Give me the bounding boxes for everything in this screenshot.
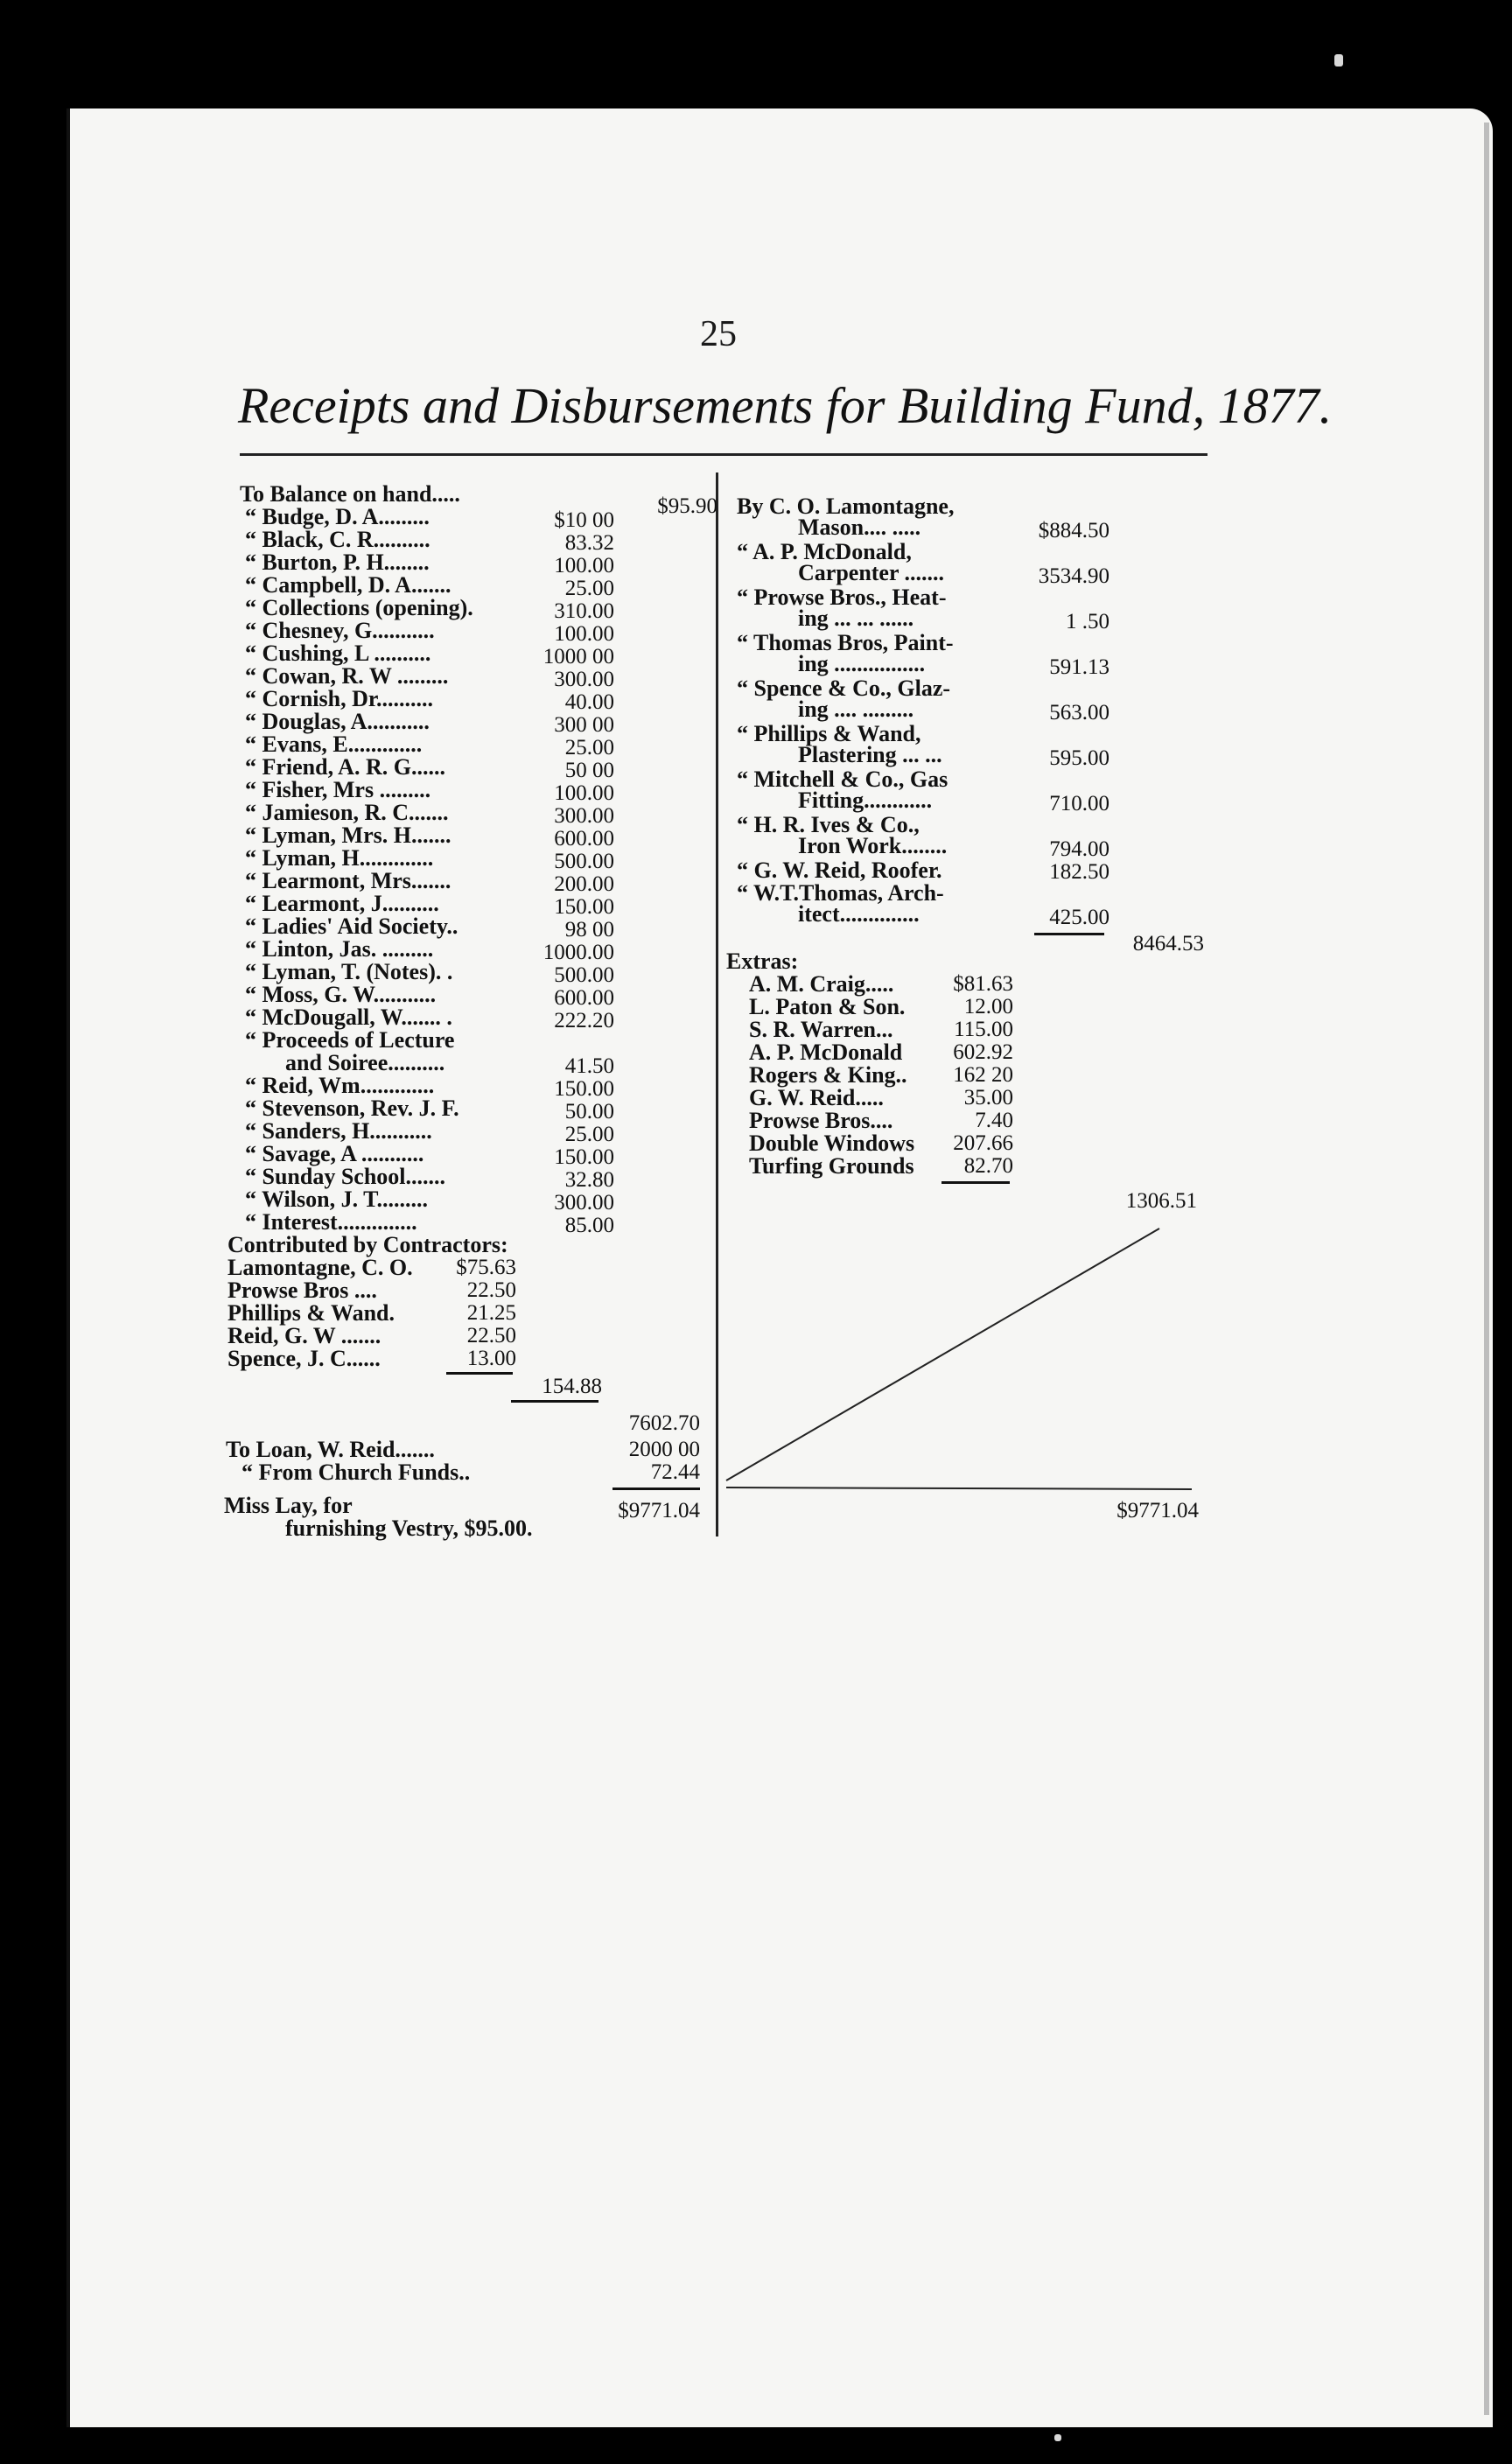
disbursement-label: Fitting............ bbox=[798, 788, 933, 813]
receipt-amount: 1000 00 bbox=[542, 645, 614, 668]
disbursement-label: Carpenter ....... bbox=[798, 560, 945, 585]
extra-amount: $81.63 bbox=[953, 972, 1013, 996]
disbursement-label: “ Mitchell & Co., Gas bbox=[737, 766, 948, 792]
receipt-amount: 50.00 bbox=[564, 1100, 614, 1124]
extra-amount: 162 20 bbox=[953, 1063, 1013, 1087]
disbursement-label: “ Spence & Co., Glaz- bbox=[737, 676, 951, 701]
receipt-amount: 500.00 bbox=[554, 963, 614, 987]
contractor-label: Phillips & Wand. bbox=[228, 1300, 395, 1326]
extra-amount: 602.92 bbox=[953, 1040, 1013, 1064]
church-funds-label: “ From Church Funds.. bbox=[242, 1460, 471, 1485]
extra-amount: 115.00 bbox=[954, 1018, 1013, 1041]
vestry-note: furnishing Vestry, $95.00. bbox=[285, 1516, 533, 1541]
disbursement-label: “ A. P. McDonald, bbox=[737, 539, 912, 564]
receipt-label: “ Fisher, Mrs ......... bbox=[245, 777, 431, 802]
disbursement-amount: 3534.90 bbox=[1038, 564, 1110, 588]
receipt-label: “ Burton, P. H........ bbox=[245, 550, 430, 575]
disbursement-amount: 425.00 bbox=[1049, 906, 1110, 929]
disbursement-label: “ Prowse Bros., Heat- bbox=[737, 584, 947, 610]
disbursement-label: ing ... ... ...... bbox=[798, 606, 914, 631]
receipt-amount: 98 00 bbox=[564, 918, 614, 942]
receipt-amount: 100.00 bbox=[554, 554, 614, 578]
disbursement-amount: 182.50 bbox=[1049, 860, 1110, 884]
receipt-label: “ Friend, A. R. G...... bbox=[245, 754, 445, 780]
disbursement-label: “ W.T.Thomas, Arch- bbox=[737, 880, 944, 906]
vestry-note: Miss Lay, for bbox=[224, 1493, 353, 1518]
receipt-label: “ Lyman, H............. bbox=[245, 845, 434, 871]
receipt-label: “ Sanders, H........... bbox=[245, 1118, 432, 1144]
balance-total: $95.90 bbox=[657, 494, 718, 518]
receipt-amount: 150.00 bbox=[554, 1145, 614, 1169]
receipt-amount: 600.00 bbox=[554, 986, 614, 1010]
balance-label: To Balance on hand..... bbox=[240, 481, 460, 507]
extra-label: Rogers & King.. bbox=[749, 1062, 907, 1088]
receipt-amount: 300.00 bbox=[554, 1191, 614, 1214]
extra-amount: 35.00 bbox=[963, 1086, 1013, 1110]
contractor-amount: 13.00 bbox=[466, 1347, 516, 1370]
receipt-amount: 25.00 bbox=[564, 577, 614, 600]
receipt-amount: 300.00 bbox=[554, 668, 614, 691]
disbursement-label: Iron Work........ bbox=[798, 833, 948, 858]
contractors-heading: Contributed by Contractors: bbox=[228, 1232, 508, 1257]
receipt-amount: 310.00 bbox=[554, 599, 614, 623]
extras-total: 1306.51 bbox=[1125, 1189, 1197, 1213]
receipt-label: and Soiree.......... bbox=[285, 1050, 445, 1075]
extra-label: L. Paton & Son. bbox=[749, 994, 906, 1019]
receipts-subtotal: 7602.70 bbox=[628, 1411, 700, 1435]
receipt-amount: 600.00 bbox=[554, 827, 614, 850]
disbursement-label: ing .... ......... bbox=[798, 696, 914, 722]
disbursement-amount: $884.50 bbox=[1038, 519, 1110, 542]
disbursement-label: “ H. R. Ives & Co., bbox=[737, 812, 920, 837]
contractors-total: 154.88 bbox=[542, 1375, 602, 1398]
receipt-label: “ Collections (opening). bbox=[245, 595, 473, 620]
page-number: 25 bbox=[700, 314, 737, 354]
receipt-label: “ Savage, A ........... bbox=[245, 1141, 424, 1166]
receipt-label: “ Lyman, T. (Notes). . bbox=[245, 959, 453, 984]
disbursements-grand-total: $9771.04 bbox=[1116, 1499, 1199, 1522]
receipt-label: “ Cowan, R. W ......... bbox=[245, 663, 449, 689]
extra-amount: 82.70 bbox=[963, 1154, 1013, 1178]
extra-label: S. R. Warren... bbox=[749, 1017, 893, 1042]
disbursement-amount: 595.00 bbox=[1049, 746, 1110, 770]
receipt-amount: 50 00 bbox=[564, 759, 614, 782]
receipt-label: “ Campbell, D. A....... bbox=[245, 572, 452, 598]
contractor-amount: 22.50 bbox=[466, 1278, 516, 1302]
disbursement-label: By C. O. Lamontagne, bbox=[737, 494, 955, 519]
receipt-label: “ Budge, D. A......... bbox=[245, 504, 430, 529]
disbursement-label: “ G. W. Reid, Roofer. bbox=[737, 858, 942, 883]
page-title: Receipts and Disbursements for Building Fund, 1877. bbox=[238, 377, 1333, 434]
disbursement-amount: 794.00 bbox=[1049, 837, 1110, 861]
contractor-label: Prowse Bros .... bbox=[228, 1278, 377, 1303]
disbursements-subtotal: 8464.53 bbox=[1132, 932, 1204, 956]
receipt-amount: 25.00 bbox=[564, 736, 614, 760]
receipt-label: “ Black, C. R.......... bbox=[245, 527, 430, 552]
receipt-label: “ Linton, Jas. ......... bbox=[245, 936, 434, 962]
receipt-amount: 150.00 bbox=[554, 895, 614, 919]
tally-baseline bbox=[726, 1488, 1192, 1489]
disbursement-label: Mason.... ..... bbox=[798, 514, 921, 540]
contractor-label: Reid, G. W ....... bbox=[228, 1323, 382, 1348]
extra-label: A. M. Craig..... bbox=[749, 971, 894, 997]
extra-amount: 12.00 bbox=[963, 995, 1013, 1018]
extra-amount: 207.66 bbox=[953, 1131, 1013, 1155]
disbursement-label: itect.............. bbox=[798, 901, 920, 927]
disbursement-amount: 710.00 bbox=[1049, 792, 1110, 816]
receipt-amount: $10 00 bbox=[554, 508, 614, 532]
extra-label: Prowse Bros.... bbox=[749, 1108, 893, 1133]
receipt-label: “ Stevenson, Rev. J. F. bbox=[245, 1096, 459, 1121]
receipt-amount: 300 00 bbox=[554, 713, 614, 737]
receipt-label: “ Reid, Wm............. bbox=[245, 1073, 435, 1098]
receipt-amount: 83.32 bbox=[564, 531, 614, 555]
loan-label: To Loan, W. Reid....... bbox=[226, 1437, 435, 1462]
receipt-label: “ McDougall, W....... . bbox=[245, 1004, 452, 1030]
extra-label: G. W. Reid..... bbox=[749, 1085, 884, 1110]
receipt-amount: 150.00 bbox=[554, 1077, 614, 1101]
church-funds-amount: 72.44 bbox=[650, 1460, 700, 1484]
disbursement-label: ing ................ bbox=[798, 651, 926, 676]
receipt-label: “ Chesney, G........... bbox=[245, 618, 435, 643]
receipt-amount: 200.00 bbox=[554, 872, 614, 896]
receipt-label: “ Jamieson, R. C....... bbox=[245, 800, 449, 825]
receipt-label: “ Cornish, Dr.......... bbox=[245, 686, 434, 711]
disbursement-amount: 591.13 bbox=[1049, 655, 1110, 679]
receipt-label: “ Learmont, Mrs....... bbox=[245, 868, 452, 893]
receipt-label: “ Douglas, A........... bbox=[245, 709, 430, 734]
receipt-amount: 25.00 bbox=[564, 1123, 614, 1146]
disbursement-amount: 1 .50 bbox=[1066, 610, 1110, 634]
receipt-amount: 85.00 bbox=[564, 1214, 614, 1237]
receipts-grand-total: $9771.04 bbox=[618, 1499, 700, 1522]
receipt-amount: 300.00 bbox=[554, 804, 614, 828]
contractor-amount: 21.25 bbox=[466, 1301, 516, 1325]
receipt-amount: 1000.00 bbox=[542, 941, 614, 964]
receipt-label: “ Evans, E............. bbox=[245, 732, 423, 757]
receipt-label: “ Learmont, J.......... bbox=[245, 891, 439, 916]
receipt-label: “ Proceeds of Lecture bbox=[245, 1027, 455, 1053]
contractor-amount: 22.50 bbox=[466, 1324, 516, 1348]
receipt-amount: 100.00 bbox=[554, 622, 614, 646]
receipt-label: “ Cushing, L .......... bbox=[245, 640, 431, 666]
extra-label: A. P. McDonald bbox=[749, 1040, 903, 1065]
receipt-amount: 32.80 bbox=[564, 1168, 614, 1192]
extra-label: Double Windows bbox=[749, 1130, 915, 1156]
receipt-amount: 41.50 bbox=[564, 1054, 614, 1078]
receipt-amount: 222.20 bbox=[554, 1009, 614, 1032]
disbursement-label: “ Thomas Bros, Paint- bbox=[737, 630, 954, 655]
extra-label: Turfing Grounds bbox=[749, 1153, 914, 1179]
receipt-label: “ Lyman, Mrs. H....... bbox=[245, 822, 452, 848]
receipt-amount: 40.00 bbox=[564, 690, 614, 714]
receipt-amount: 500.00 bbox=[554, 850, 614, 873]
receipt-label: “ Wilson, J. T......... bbox=[245, 1186, 429, 1212]
receipt-label: “ Ladies' Aid Society.. bbox=[245, 914, 458, 939]
disbursement-label: “ Phillips & Wand, bbox=[737, 721, 921, 746]
disbursement-label: Plastering ... ... bbox=[798, 742, 942, 767]
receipt-amount: 100.00 bbox=[554, 781, 614, 805]
extras-heading: Extras: bbox=[726, 948, 799, 974]
receipt-label: “ Interest.............. bbox=[245, 1209, 417, 1235]
contractor-amount: $75.63 bbox=[456, 1256, 516, 1279]
tally-diagonal bbox=[726, 1228, 1159, 1480]
loan-amount: 2000 00 bbox=[628, 1438, 700, 1461]
contractor-label: Spence, J. C...... bbox=[228, 1346, 381, 1371]
disbursement-amount: 563.00 bbox=[1049, 701, 1110, 724]
receipt-label: “ Moss, G. W........... bbox=[245, 982, 437, 1007]
extra-amount: 7.40 bbox=[975, 1109, 1013, 1132]
receipt-label: “ Sunday School....... bbox=[245, 1164, 446, 1189]
contractor-label: Lamontagne, C. O. bbox=[228, 1255, 413, 1280]
